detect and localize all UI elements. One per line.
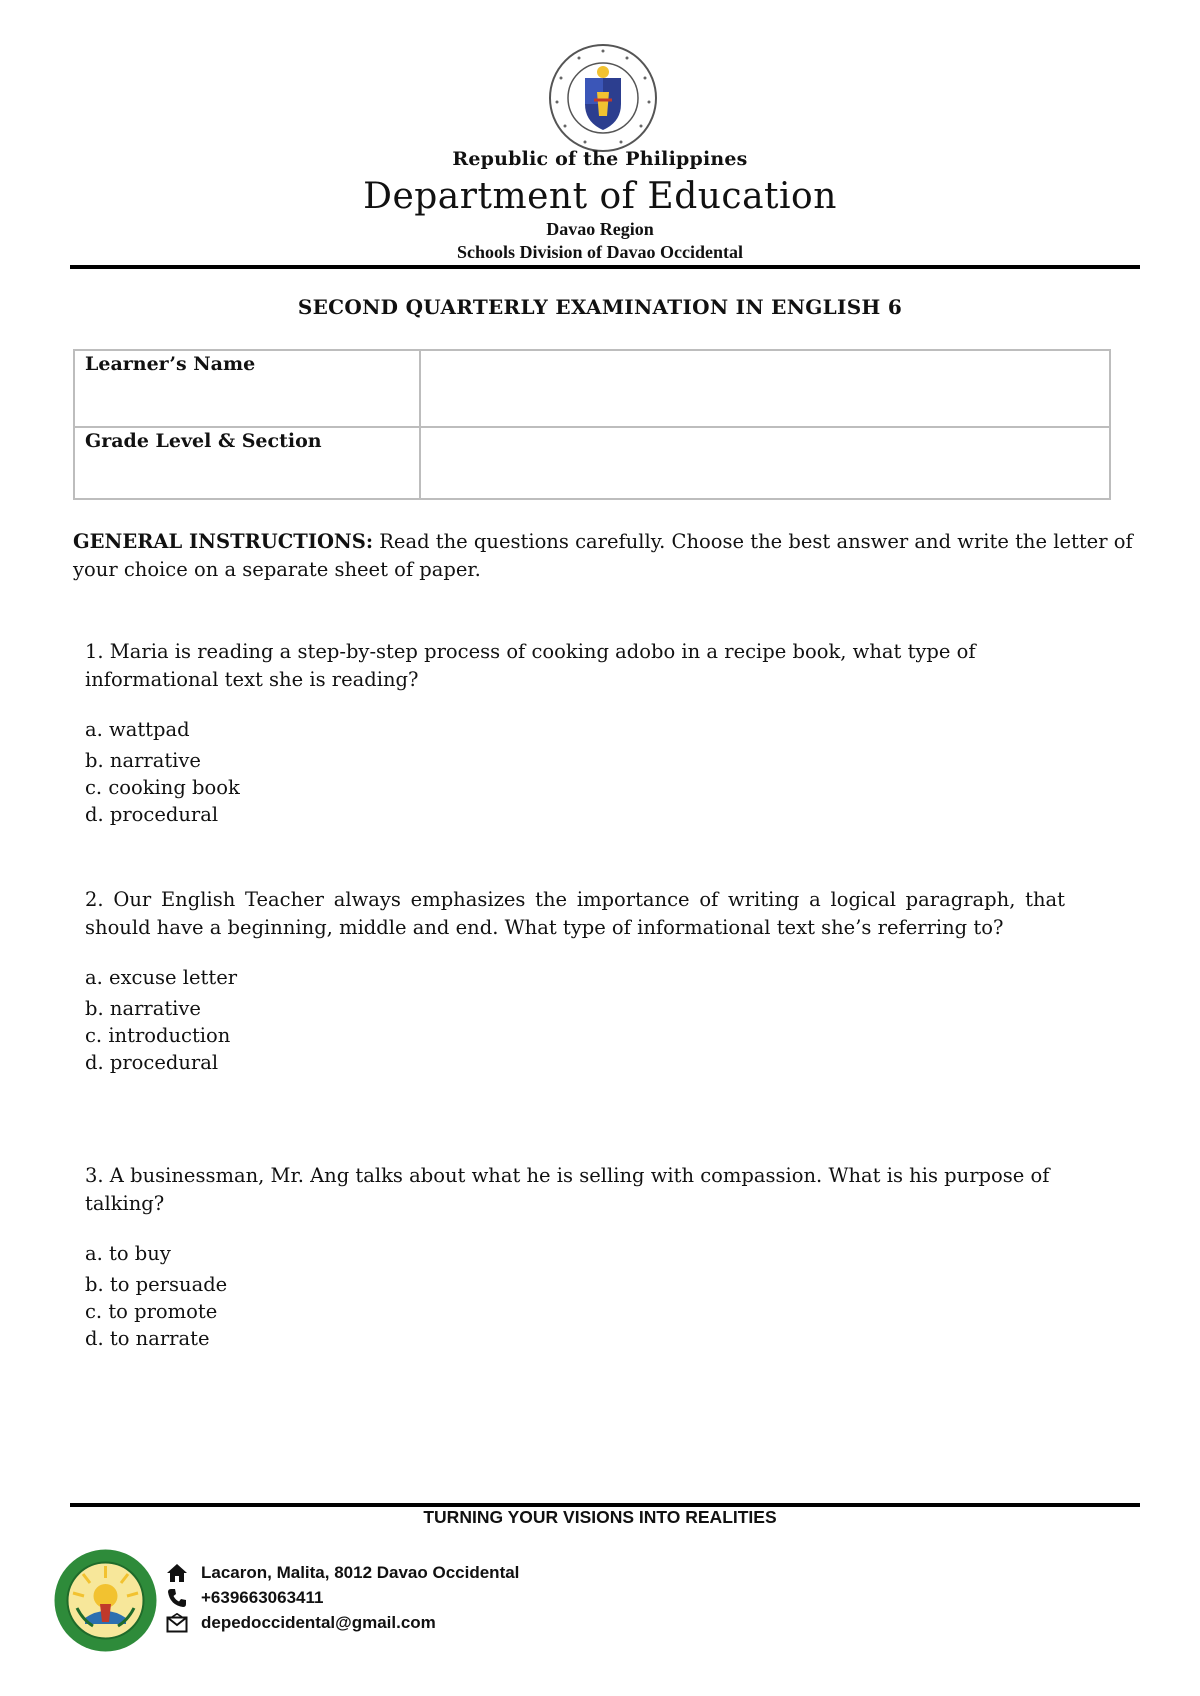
division-label: Schools Division of Davao Occidental [456,242,743,262]
instructions-text: Read the questions carefully. Choose the best answer and write the letter of your choice on a separate sheet of paper. [73,530,1133,581]
question-text: 3. A businessman, Mr. Ang talks about what he is selling with compassion. What is his purpose of talking? [85,1164,1050,1215]
choice-a: a. wattpad [85,718,190,741]
home-icon [165,1561,189,1585]
choice-b: b. narrative [85,749,201,772]
choice-d: d. procedural [85,1051,219,1074]
choice-list [85,716,1065,828]
address-text: Lacaron, Malita, 8012 Davao Occidental [201,1563,520,1582]
email-text: depedoccidental@gmail.com [201,1613,436,1632]
question-text: 2. Our English Teacher always emphasizes the importance of writing a logical paragraph, that should have a beginning, middle and end. What type of informational text she’s referring to? [85,888,1065,939]
question-2 [85,886,1065,1076]
choice-a: a. excuse letter [85,966,238,989]
choice-a: a. to buy [85,1242,171,1265]
footer-motto: TURNING YOUR VISIONS INTO REALITIES [423,1507,777,1527]
general-instructions [73,528,1153,584]
division-seal-logo [53,1548,158,1653]
email-icon [165,1611,189,1635]
header-divider [70,265,1140,269]
grade-section-field[interactable] [425,428,1109,500]
choice-c: c. introduction [85,1024,231,1047]
choice-c: c. to promote [85,1300,218,1323]
grade-section-label: Grade Level & Section [85,430,322,452]
learner-info-table [73,349,1111,500]
contact-phone [165,1586,323,1610]
learner-name-field[interactable] [425,351,1109,426]
deped-seal-logo [547,42,659,154]
choice-d: d. procedural [85,803,219,826]
phone-icon [165,1586,189,1610]
choice-d: d. to narrate [85,1327,210,1350]
exam-title: SECOND QUARTERLY EXAMINATION IN ENGLISH 6 [297,295,903,319]
choice-b: b. narrative [85,997,201,1020]
republic-heading: Republic of the Philippines [452,148,748,170]
question-3 [85,1162,1065,1352]
learner-name-row [75,351,1109,426]
question-text: 1. Maria is reading a step-by-step process of cooking adobo in a recipe book, what type of informational text she is reading? [85,640,976,691]
choice-list [85,964,1065,1076]
contact-email [165,1611,436,1635]
region-label: Davao Region [546,219,654,239]
department-title: Department of Education [363,176,837,217]
phone-text: +639663063411 [201,1588,324,1607]
instructions-label: GENERAL INSTRUCTIONS: [73,530,374,553]
choice-b: b. to persuade [85,1273,228,1296]
contact-address [165,1561,519,1585]
learner-name-label: Learner’s Name [85,353,256,375]
question-1 [85,638,1065,828]
grade-section-row [75,426,1109,500]
choice-list [85,1240,1065,1352]
choice-c: c. cooking book [85,776,240,799]
